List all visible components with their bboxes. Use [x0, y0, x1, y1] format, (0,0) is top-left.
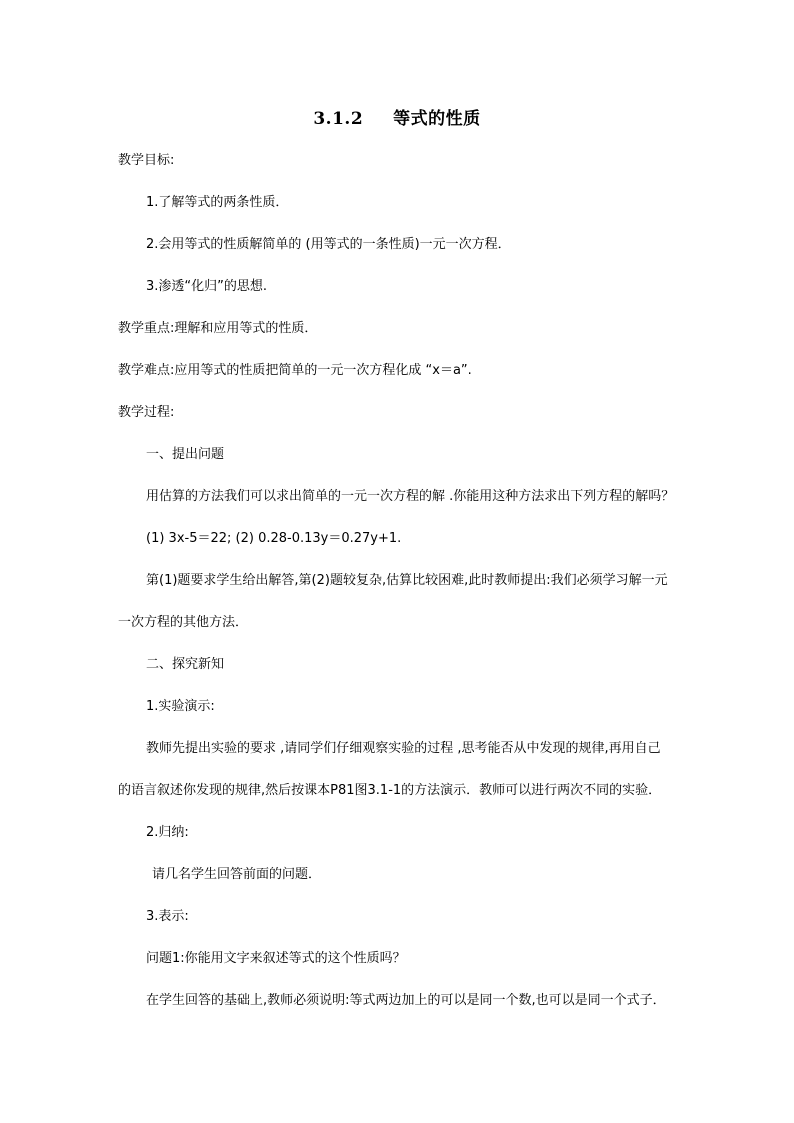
paragraph: 请几名学生回答前面的问题．	[152, 867, 322, 882]
section-number: 3.1.2	[313, 109, 364, 129]
paragraph: 第(1)题要求学生给出解答,第(2)题较复杂,估算比较困难,此时教师提出:我们必须学习解一元	[146, 573, 668, 588]
section-title: 等式的性质	[393, 109, 481, 129]
subheading-summary: 2.归纳:	[146, 825, 189, 840]
objective-1: 1.了解等式的两条性质．	[146, 195, 289, 210]
process-heading: 教学过程:	[118, 405, 175, 420]
paragraph-continued: 的语言叙述你发现的规律,然后按课本P81图3.1-1的方法演示．教师可以进行两次不同的实验．	[118, 783, 662, 798]
objective-2: 2.会用等式的性质解简单的 (用等式的一条性质)一元一次方程．	[146, 237, 511, 252]
page-title	[0, 104, 794, 129]
question-1: 问题1:你能用文字来叙述等式的这个性质吗？	[146, 951, 406, 966]
difficult-point: 教学难点:应用等式的性质把简单的一元一次方程化成 “x＝a”.	[118, 363, 472, 378]
equations: (1) 3x-5＝22; (2) 0.28-0.13y＝0.27y+1.	[146, 531, 402, 546]
subheading-experiment: 1.实验演示:	[146, 699, 215, 714]
subheading-representation: 3.表示:	[146, 909, 189, 924]
section-two-heading: 二、探究新知	[146, 657, 225, 672]
objective-3: 3.渗透“化归”的思想.	[146, 279, 268, 294]
paragraph: 在学生回答的基础上,教师必须说明:等式两边加上的可以是同一个数,也可以是同一个式子．	[146, 993, 666, 1008]
paragraph: 教师先提出实验的要求 ,请同学们仔细观察实验的过程 ,思考能否从中发现的规律,再用自己	[146, 741, 661, 756]
paragraph: 用估算的方法我们可以求出简单的一元一次方程的解 .你能用这种方法求出下列方程的解吗？	[146, 489, 675, 504]
objectives-heading: 教学目标:	[118, 153, 175, 168]
paragraph-continued: 一次方程的其他方法．	[118, 615, 249, 630]
key-point: 教学重点:理解和应用等式的性质．	[118, 321, 318, 336]
section-one-heading: 一、提出问题	[146, 447, 225, 462]
